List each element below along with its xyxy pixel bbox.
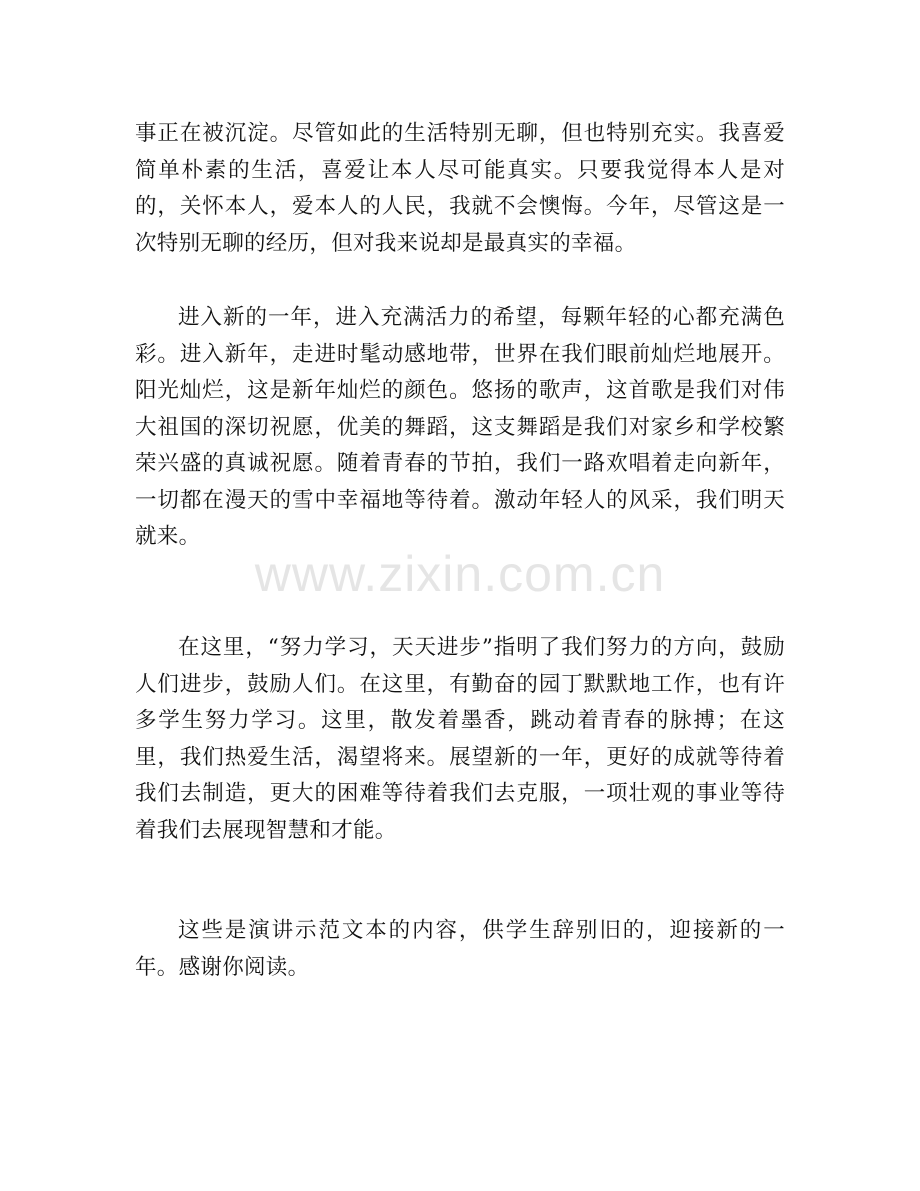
paragraph-text: 在这里，“努力学习，天天进步”指明了我们努力的方向，鼓励人们进步，鼓励人们。在这里，有勤奋的园丁默默地工作，也有许多学生努力学习。这里，散发着墨香，跳动着青春的脉搏；在这里，我们热爱生活，渴望将来。展望新的一年，更好的成就等待着我们去制造，更大的困难等待着我们去克服，一项壮观的事业等待着我们去展现智慧和才能。 — [135, 635, 785, 843]
watermark: www.zixin.com.cn — [254, 546, 666, 602]
paragraph-study-progress — [135, 630, 785, 849]
paragraph-continued — [135, 116, 785, 262]
paragraph-text: 进入新的一年，进入充满活力的希望，每颗年轻的心都充满色彩。进入新年，走进时髦动感地带，世界在我们眼前灿烂地展开。阳光灿烂，这是新年灿烂的颜色。悠扬的歌声，这首歌是我们对伟大祖国的深切祝愿，优美的舞蹈，这支舞蹈是我们对家乡和学校繁荣兴盛的真诚祝愿。随着青春的节拍，我们一路欢唱着走向新年，一切都在漫天的雪中幸福地等待着。激动年轻人的风采，我们明天就来。 — [135, 305, 785, 549]
paragraph-text: 这些是演讲示范文本的内容，供学生辞别旧的，迎接新的一年。感谢你阅读。 — [135, 918, 785, 980]
paragraph-new-year-hope — [135, 300, 785, 556]
paragraph-closing — [135, 913, 785, 986]
paragraph-text: 事正在被沉淀。尽管如此的生活特别无聊，但也特别充实。我喜爱简单朴素的生活，喜爱让本人尽可能真实。只要我觉得本人是对的，关怀本人，爱本人的人民，我就不会懊悔。今年，尽管这是一次特别无聊的经历，但对我来说却是最真实的幸福。 — [135, 121, 785, 256]
